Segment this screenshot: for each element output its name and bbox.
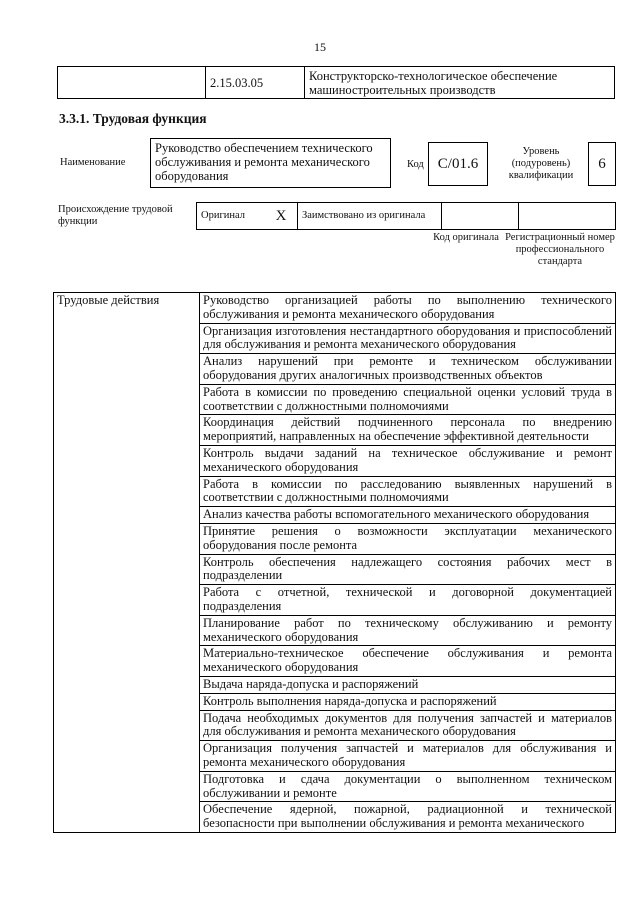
action-item: Координация действий подчиненного персонала по внедрению мероприятий, направленных на обеспечение эффективной деятельности <box>200 415 616 446</box>
function-code: С/01.6 <box>428 142 488 186</box>
code-caption: Код оригинала <box>433 232 499 243</box>
labor-actions-header: Трудовые действия <box>54 293 200 833</box>
action-item: Анализ нарушений при ремонте и техническом обслуживании оборудования других аналогичных производственных объектов <box>200 354 616 385</box>
action-item: Подача необходимых документов для получения запчастей и материалов для обслуживания и ремонта механического оборудования <box>200 710 616 741</box>
top-row-table <box>57 66 615 99</box>
action-item: Контроль обеспечения надлежащего состояния рабочих мест в подразделении <box>200 554 616 585</box>
action-item: Организация изготовления нестандартного оборудования и приспособлений для обслуживания и ремонта механического оборудования <box>200 323 616 354</box>
registration-caption: Регистрационный номер профессионального стандарта <box>505 232 615 267</box>
action-item: Организация получения запчастей и материалов для обслуживания и ремонта механического оборудования <box>200 741 616 772</box>
action-item: Подготовка и сдача документации о выполненном техническом обслуживании и ремонте <box>200 771 616 802</box>
action-item: Материально-техническое обеспечение обслуживания и ремонта механического оборудования <box>200 646 616 677</box>
action-item: Руководство организацией работы по выполнению технического обслуживания и ремонта механического оборудования <box>200 293 616 324</box>
name-label: Наименование <box>60 157 126 168</box>
top-row-empty-cell <box>58 67 206 99</box>
top-row-title: Конструкторско-технологическое обеспечение машиностроительных производств <box>305 67 615 99</box>
top-row-code: 2.15.03.05 <box>206 67 305 99</box>
action-item: Работа в комиссии по проведению специальной оценки условий труда в соответствии с должностными полномочиями <box>200 384 616 415</box>
action-item: Принятие решения о возможности эксплуатации механического оборудования после ремонта <box>200 523 616 554</box>
original-label: Оригинал <box>197 203 266 230</box>
action-item: Работа с отчетной, технической и договорной документацией подразделения <box>200 585 616 616</box>
borrowed-label: Заимствовано из оригинала <box>298 203 442 230</box>
action-item: Обеспечение ядерной, пожарной, радиационной и технической безопасности при выполнении обслуживания и ремонта механического <box>200 802 616 833</box>
original-code-cell <box>442 203 519 230</box>
page-number: 15 <box>314 40 326 54</box>
function-name: Руководство обеспечением технического обслуживания и ремонта механического оборудования <box>150 138 391 188</box>
action-item: Выдача наряда-допуска и распоряжений <box>200 676 616 693</box>
section-title: 3.3.1. Трудовая функция <box>59 111 207 126</box>
action-item: Работа в комиссии по расследованию выявленных нарушений в соответствии с должностными полномочиями <box>200 476 616 507</box>
origin-label: Происхождение трудовой функции <box>58 204 173 227</box>
qualification-level: 6 <box>588 142 616 186</box>
level-label: Уровень (подуровень) квалификации <box>508 146 574 181</box>
code-label: Код <box>407 159 424 170</box>
labor-actions-table <box>53 292 616 833</box>
registration-number-cell <box>519 203 616 230</box>
action-item: Анализ качества работы вспомогательного механического оборудования <box>200 507 616 524</box>
origin-table <box>196 202 616 230</box>
action-item: Планирование работ по техническому обслуживанию и ремонту механического оборудования <box>200 615 616 646</box>
original-mark: X <box>265 203 298 230</box>
action-item: Контроль выдачи заданий на техническое обслуживание и ремонт механического оборудования <box>200 445 616 476</box>
action-item: Контроль выполнения наряда-допуска и распоряжений <box>200 693 616 710</box>
